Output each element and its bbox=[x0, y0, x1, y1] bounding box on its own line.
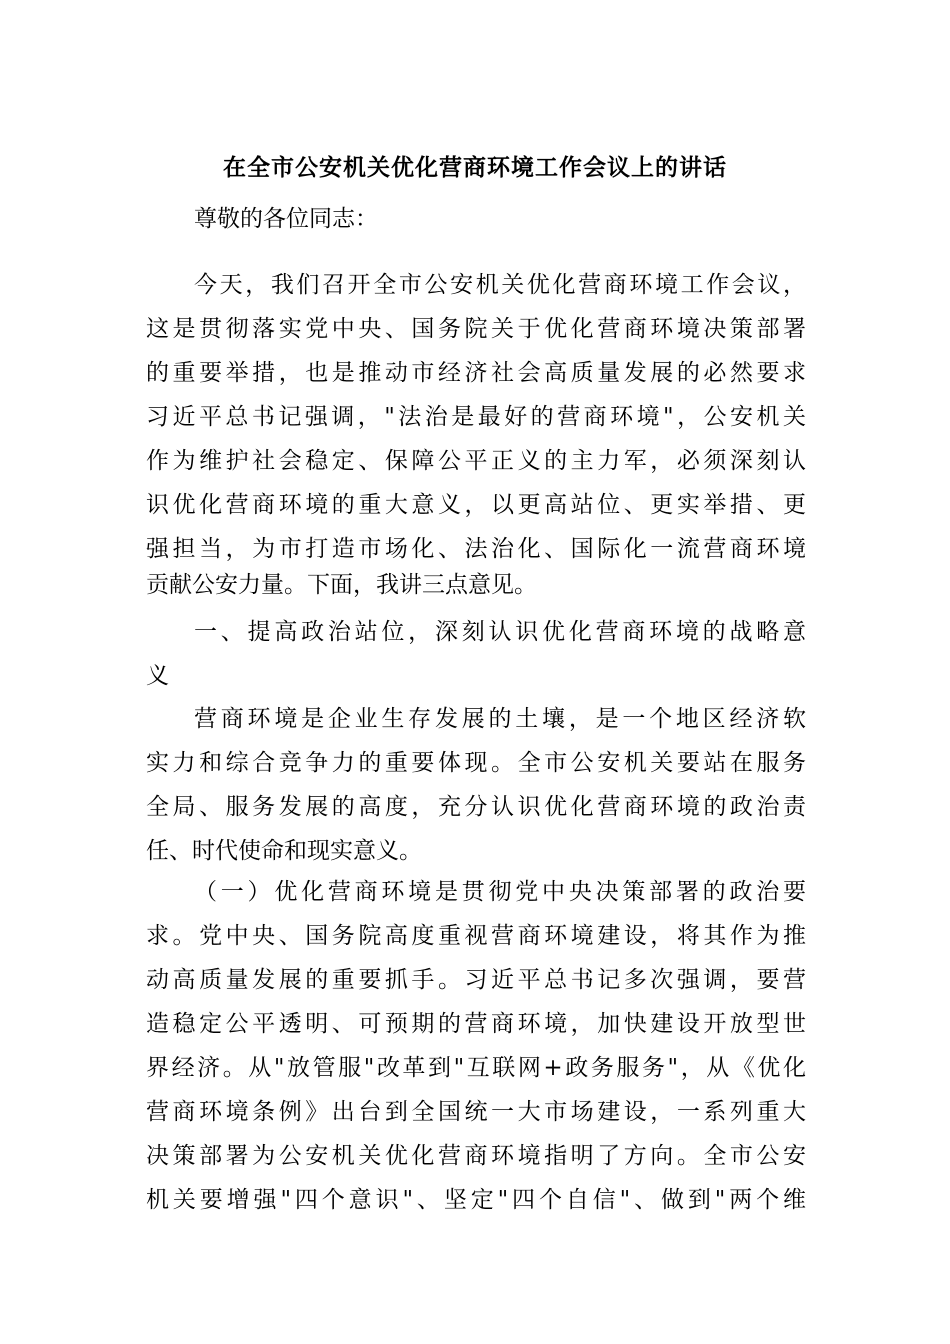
paragraph-line: 求。党中央、国务院高度重视营商环境建设，将其作为推 bbox=[146, 923, 806, 949]
paragraph-line: 的重要举措，也是推动市经济社会高质量发展的必然要求 bbox=[146, 360, 806, 386]
paragraph-line: 决策部署为公安机关优化营商环境指明了方向。全市公安 bbox=[146, 1143, 806, 1169]
paragraph-line: （一）优化营商环境是贯彻党中央决策部署的政治要 bbox=[194, 879, 806, 905]
paragraph-line: 识优化营商环境的重大意义，以更高站位、更实举措、更 bbox=[146, 492, 806, 518]
paragraph-line: 作为维护社会稳定、保障公平正义的主力军，必须深刻认 bbox=[146, 448, 806, 474]
paragraph-line: 营商环境条例》出台到全国统一大市场建设，一系列重大 bbox=[146, 1099, 806, 1125]
paragraph-line: 习近平总书记强调，"法治是最好的营商环境"，公安机关 bbox=[146, 404, 806, 430]
section-heading-line: 义 bbox=[146, 663, 169, 689]
paragraph-line: 实力和综合竞争力的重要体现。全市公安机关要站在服务 bbox=[146, 750, 806, 776]
document-title: 在全市公安机关优化营商环境工作会议上的讲话 bbox=[223, 154, 727, 181]
paragraph-line: 动高质量发展的重要抓手。习近平总书记多次强调，要营 bbox=[146, 967, 806, 993]
paragraph-line: 机关要增强"四个意识"、坚定"四个自信"、做到"两个维 bbox=[146, 1187, 806, 1213]
paragraph-line: 界经济。从"放管服"改革到"互联网+政务服务"，从《优化 bbox=[146, 1055, 806, 1081]
paragraph-line: 这是贯彻落实党中央、国务院关于优化营商环境决策部署 bbox=[146, 316, 806, 342]
paragraph-line: 全局、服务发展的高度，充分认识优化营商环境的政治责 bbox=[146, 794, 806, 820]
paragraph-line: 贡献公安力量。下面，我讲三点意见。 bbox=[146, 572, 537, 598]
paragraph-line: 任、时代使命和现实意义。 bbox=[146, 838, 422, 864]
paragraph-line: 强担当，为市打造市场化、法治化、国际化一流营商环境 bbox=[146, 536, 806, 562]
paragraph-line: 营商环境是企业生存发展的土壤，是一个地区经济软 bbox=[194, 706, 806, 732]
paragraph-line: 造稳定公平透明、可预期的营商环境，加快建设开放型世 bbox=[146, 1011, 806, 1037]
salutation-line: 尊敬的各位同志： bbox=[194, 206, 378, 232]
paragraph-line: 今天，我们召开全市公安机关优化营商环境工作会议， bbox=[194, 272, 806, 298]
section-heading-line: 一、提高政治站位，深刻认识优化营商环境的战略意 bbox=[194, 619, 806, 645]
